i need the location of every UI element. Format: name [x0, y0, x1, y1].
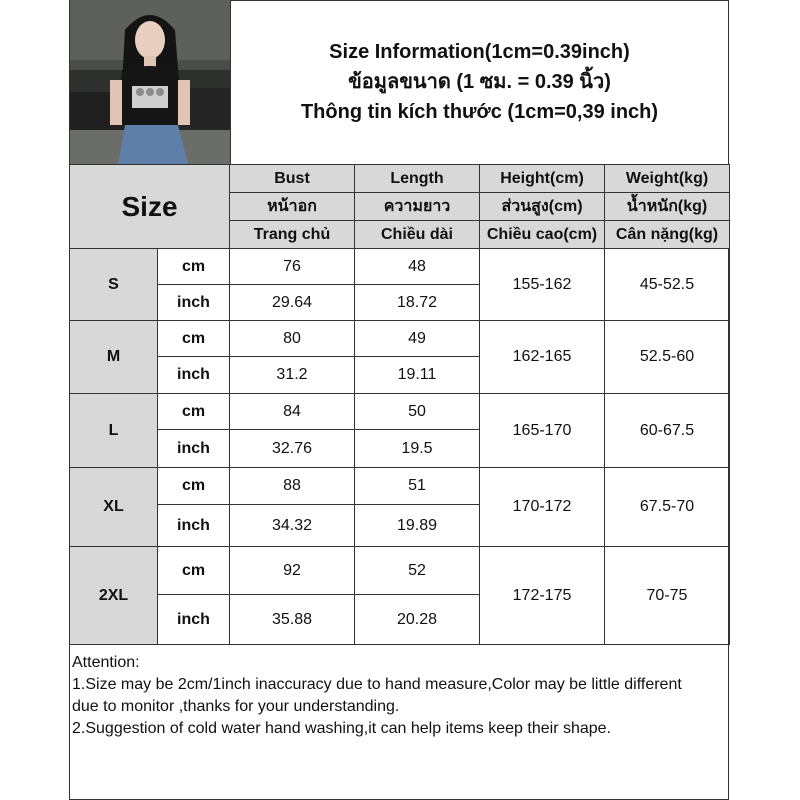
title-vietnamese: Thông tin kích thước (1cm=0,39 inch)	[300, 101, 659, 123]
length-inch-s: 18.72	[355, 285, 480, 321]
unit-cm: cm	[158, 547, 230, 595]
length-inch-2xl: 20.28	[355, 595, 480, 645]
length-inch-l: 19.5	[355, 430, 480, 468]
attention-note-1-line-2: due to monitor ,thanks for your understanding.	[72, 698, 400, 715]
size-table	[69, 164, 730, 645]
col-weight-en: Weight(kg)	[605, 165, 730, 193]
bust-cm-m: 80	[230, 321, 355, 357]
col-bust-vi: Trang chủ	[230, 221, 355, 249]
unit-cm: cm	[158, 321, 230, 357]
weight-xl: 67.5-70	[605, 468, 730, 547]
size-label-l: L	[70, 394, 158, 468]
weight-2xl: 70-75	[605, 547, 730, 645]
size-label-m: M	[70, 321, 158, 394]
title-thai: ข้อมูลขนาด (1 ซม. = 0.39 นิ้ว)	[348, 71, 611, 93]
model-photo	[70, 0, 231, 165]
table-row	[70, 468, 730, 505]
table-row	[70, 321, 730, 357]
unit-inch: inch	[158, 505, 230, 547]
length-cm-s: 48	[355, 249, 480, 285]
height-s: 155-162	[480, 249, 605, 321]
col-weight-th: น้ำหนัก(kg)	[605, 193, 730, 221]
length-inch-xl: 19.89	[355, 505, 480, 547]
col-height-vi: Chiều cao(cm)	[480, 221, 605, 249]
size-label-2xl: 2XL	[70, 547, 158, 645]
title-block	[231, 0, 728, 165]
bust-cm-l: 84	[230, 394, 355, 430]
bust-inch-m: 31.2	[230, 357, 355, 394]
table-row	[70, 249, 730, 285]
unit-inch: inch	[158, 430, 230, 468]
length-cm-m: 49	[355, 321, 480, 357]
bust-cm-xl: 88	[230, 468, 355, 505]
unit-cm: cm	[158, 394, 230, 430]
weight-m: 52.5-60	[605, 321, 730, 394]
col-height-en: Height(cm)	[480, 165, 605, 193]
length-cm-2xl: 52	[355, 547, 480, 595]
bust-inch-xl: 34.32	[230, 505, 355, 547]
col-length-vi: Chiều dài	[355, 221, 480, 249]
unit-inch: inch	[158, 357, 230, 394]
col-bust-en: Bust	[230, 165, 355, 193]
bust-cm-2xl: 92	[230, 547, 355, 595]
weight-l: 60-67.5	[605, 394, 730, 468]
unit-inch: inch	[158, 595, 230, 645]
attention-heading: Attention:	[72, 654, 140, 671]
bust-inch-l: 32.76	[230, 430, 355, 468]
bust-inch-2xl: 35.88	[230, 595, 355, 645]
attention-note-2: 2.Suggestion of cold water hand washing,it can help items keep their shape.	[72, 720, 611, 737]
size-label-s: S	[70, 249, 158, 321]
unit-cm: cm	[158, 249, 230, 285]
title-english: Size Information(1cm=0.39inch)	[329, 41, 630, 63]
weight-s: 45-52.5	[605, 249, 730, 321]
table-row	[70, 547, 730, 595]
size-label-xl: XL	[70, 468, 158, 547]
table-row	[70, 394, 730, 430]
height-l: 165-170	[480, 394, 605, 468]
length-cm-l: 50	[355, 394, 480, 430]
height-m: 162-165	[480, 321, 605, 394]
col-bust-th: หน้าอก	[230, 193, 355, 221]
attention-note-1-line-1: 1.Size may be 2cm/1inch inaccuracy due to hand measure,Color may be little different	[72, 676, 682, 693]
model-photo-image	[70, 0, 230, 164]
col-weight-vi: Cân nặng(kg)	[605, 221, 730, 249]
height-2xl: 172-175	[480, 547, 605, 645]
height-xl: 170-172	[480, 468, 605, 547]
col-height-th: ส่วนสูง(cm)	[480, 193, 605, 221]
bust-cm-s: 76	[230, 249, 355, 285]
length-inch-m: 19.11	[355, 357, 480, 394]
bust-inch-s: 29.64	[230, 285, 355, 321]
col-length-th: ความยาว	[355, 193, 480, 221]
size-header: Size	[70, 165, 230, 249]
unit-cm: cm	[158, 468, 230, 505]
col-length-en: Length	[355, 165, 480, 193]
length-cm-xl: 51	[355, 468, 480, 505]
attention-notes	[70, 652, 726, 798]
unit-inch: inch	[158, 285, 230, 321]
